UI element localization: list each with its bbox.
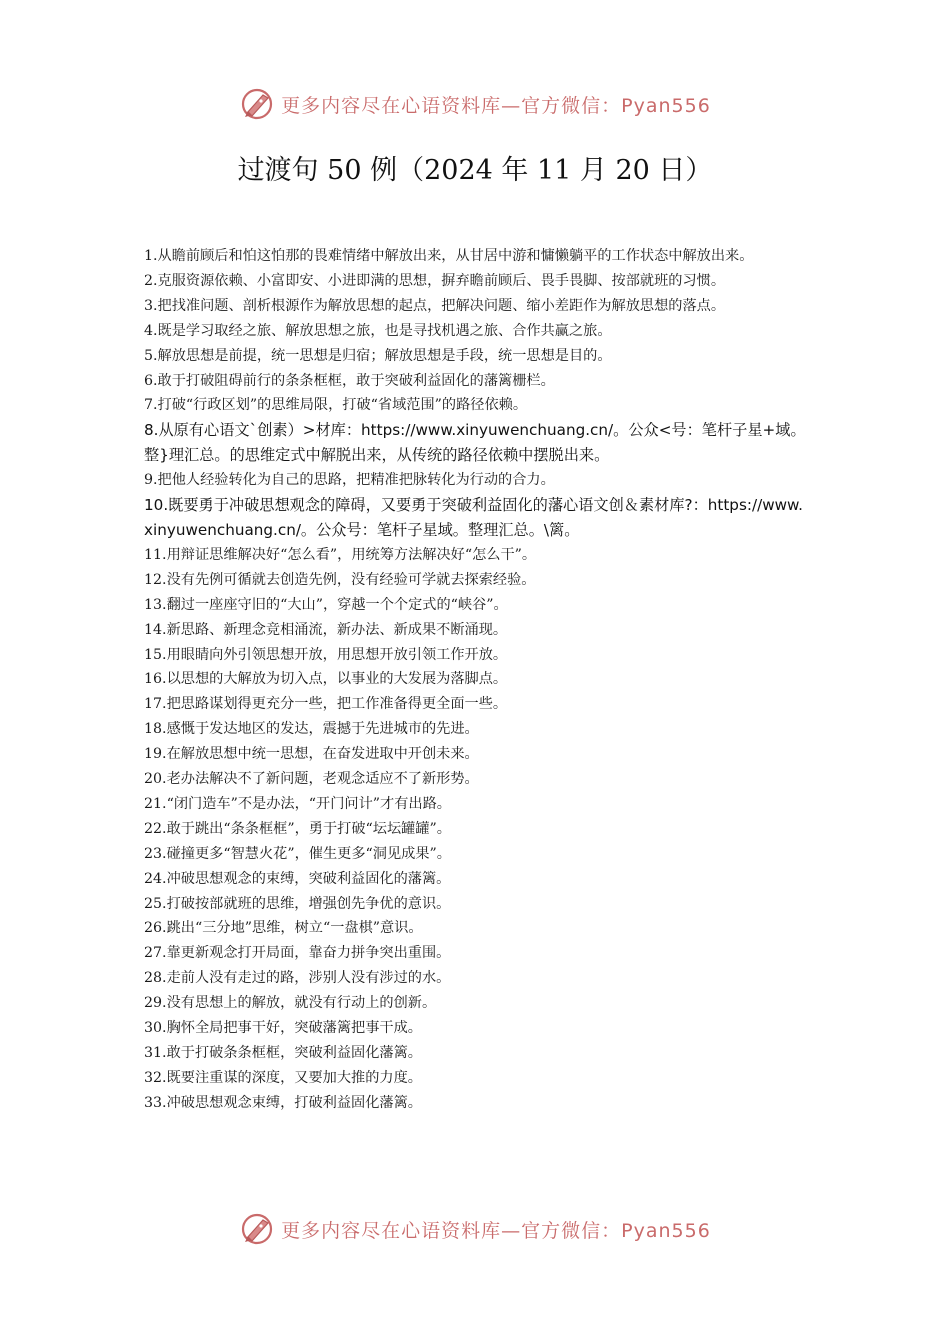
page-title: 过渡句 50 例（2024 年 11 月 20 日） [237, 155, 713, 186]
list-item: 9.把他人经验转化为自己的思路，把精准把脉转化为行动的合力。 [144, 472, 555, 489]
list-item: 19.在解放思想中统一思想，在奋发进取中开创未来。 [144, 746, 479, 763]
list-item: 29.没有思想上的解放，就没有行动上的创新。 [144, 995, 437, 1012]
list-item: 1.从瞻前顾后和怕这怕那的畏难情绪中解放出来，从甘居中游和慵懒躺平的工作状态中解放出来。 [144, 248, 754, 264]
list-item: 32.既要注重谋的深度，又要加大推的力度。 [144, 1069, 422, 1086]
pen-nib-logo-icon [239, 86, 275, 122]
transition-sentence-list [144, 244, 809, 1116]
list-item: 33.冲破思想观念束缚，打破利益固化藩篱。 [144, 1094, 422, 1111]
list-item: 10.既要勇于冲破思想观念的障碍，又要勇于突破利益固化的藩心语文创＆素材库?：https://www.xinyuwenchuang.cn/。公众号：笔杆子星域。整理汇总。\篱。 [144, 496, 803, 539]
list-item: 22.敢于跳出“条条框框”，勇于打破“坛坛罐罐”。 [144, 820, 451, 837]
list-item: 3.把找准问题、剖析根源作为解放思想的起点，把解决问题、缩小差距作为解放思想的落点。 [144, 297, 726, 314]
list-item: 11.用辩证思维解决好“怎么看”，用统筹方法解决好“怎么干”。 [144, 546, 537, 563]
list-item: 5.解放思想是前提，统一思想是归宿；解放思想是手段，统一思想是目的。 [144, 347, 612, 364]
list-item: 28.走前人没有走过的路，涉别人没有涉过的水。 [144, 970, 451, 987]
list-item: 2.克服资源依赖、小富即安、小进即满的思想，摒弃瞻前顾后、畏手畏脚、按部就班的习惯。 [144, 272, 726, 289]
wechat-id: Pyan556 [621, 94, 711, 117]
list-item: 6.敢于打破阻碍前行的条条框框，敢于突破利益固化的藩篱栅栏。 [144, 372, 555, 389]
list-item: 25.打破按部就班的思维，增强创先争优的意识。 [144, 895, 451, 912]
list-item: 23.碰撞更多“智慧火花”，催生更多“洞见成果”。 [144, 845, 451, 862]
pen-nib-logo-icon [239, 1211, 275, 1247]
wechat-id: Pyan556 [621, 1219, 711, 1242]
list-item: 21.“闭门造车”不是办法，“开门问计”才有出路。 [144, 795, 451, 812]
list-item: 13.翻过一座座守旧的“大山”，穿越一个个定式的“峡谷”。 [144, 596, 508, 613]
banner-text: 更多内容尽在心语资料库—官方微信：Pyan556 [281, 1219, 711, 1242]
list-item: 4.既是学习取经之旅、解放思想之旅，也是寻找机遇之旅、合作共赢之旅。 [144, 322, 612, 339]
list-item: 31.敢于打破条条框框，突破利益固化藩篱。 [144, 1045, 422, 1061]
list-item: 7.打破“行政区划”的思维局限，打破“省域范围”的路径依赖。 [144, 397, 528, 414]
list-item: 8.从原有心语文`创素）>材库：https://www.xinyuwenchuang.cn/。公众<号：笔杆子星+域。整}理汇总。的思维定式中解脱出来，从传统的路径依赖中摆脱出来。 [144, 421, 806, 465]
banner-text: 更多内容尽在心语资料库—官方微信：Pyan556 [281, 94, 711, 117]
list-item: 20.老办法解决不了新问题，老观念适应不了新形势。 [144, 771, 479, 788]
list-item: 27.靠更新观念打开局面，靠奋力拼争突出重围。 [144, 945, 451, 962]
list-item: 26.跳出“三分地”思维，树立“一盘棋”意识。 [144, 920, 423, 937]
list-item: 12.没有先例可循就去创造先例，没有经验可学就去探索经验。 [144, 571, 536, 588]
list-item: 17.把思路谋划得更充分一些，把工作准备得更全面一些。 [144, 696, 508, 713]
list-item: 30.胸怀全局把事干好，突破藩篱把事干成。 [144, 1020, 422, 1037]
header-banner [0, 84, 950, 124]
list-item: 15.用眼睛向外引领思想开放，用思想开放引领工作开放。 [144, 646, 508, 663]
list-item: 24.冲破思想观念的束缚，突破利益固化的藩篱。 [144, 870, 451, 887]
list-item: 18.感慨于发达地区的发达，震撼于先进城市的先进。 [144, 721, 479, 738]
list-item: 14.新思路、新理念竞相涌流，新办法、新成果不断涌现。 [144, 621, 508, 638]
list-item: 16.以思想的大解放为切入点，以事业的大发展为落脚点。 [144, 671, 508, 688]
footer-banner [0, 1209, 950, 1249]
